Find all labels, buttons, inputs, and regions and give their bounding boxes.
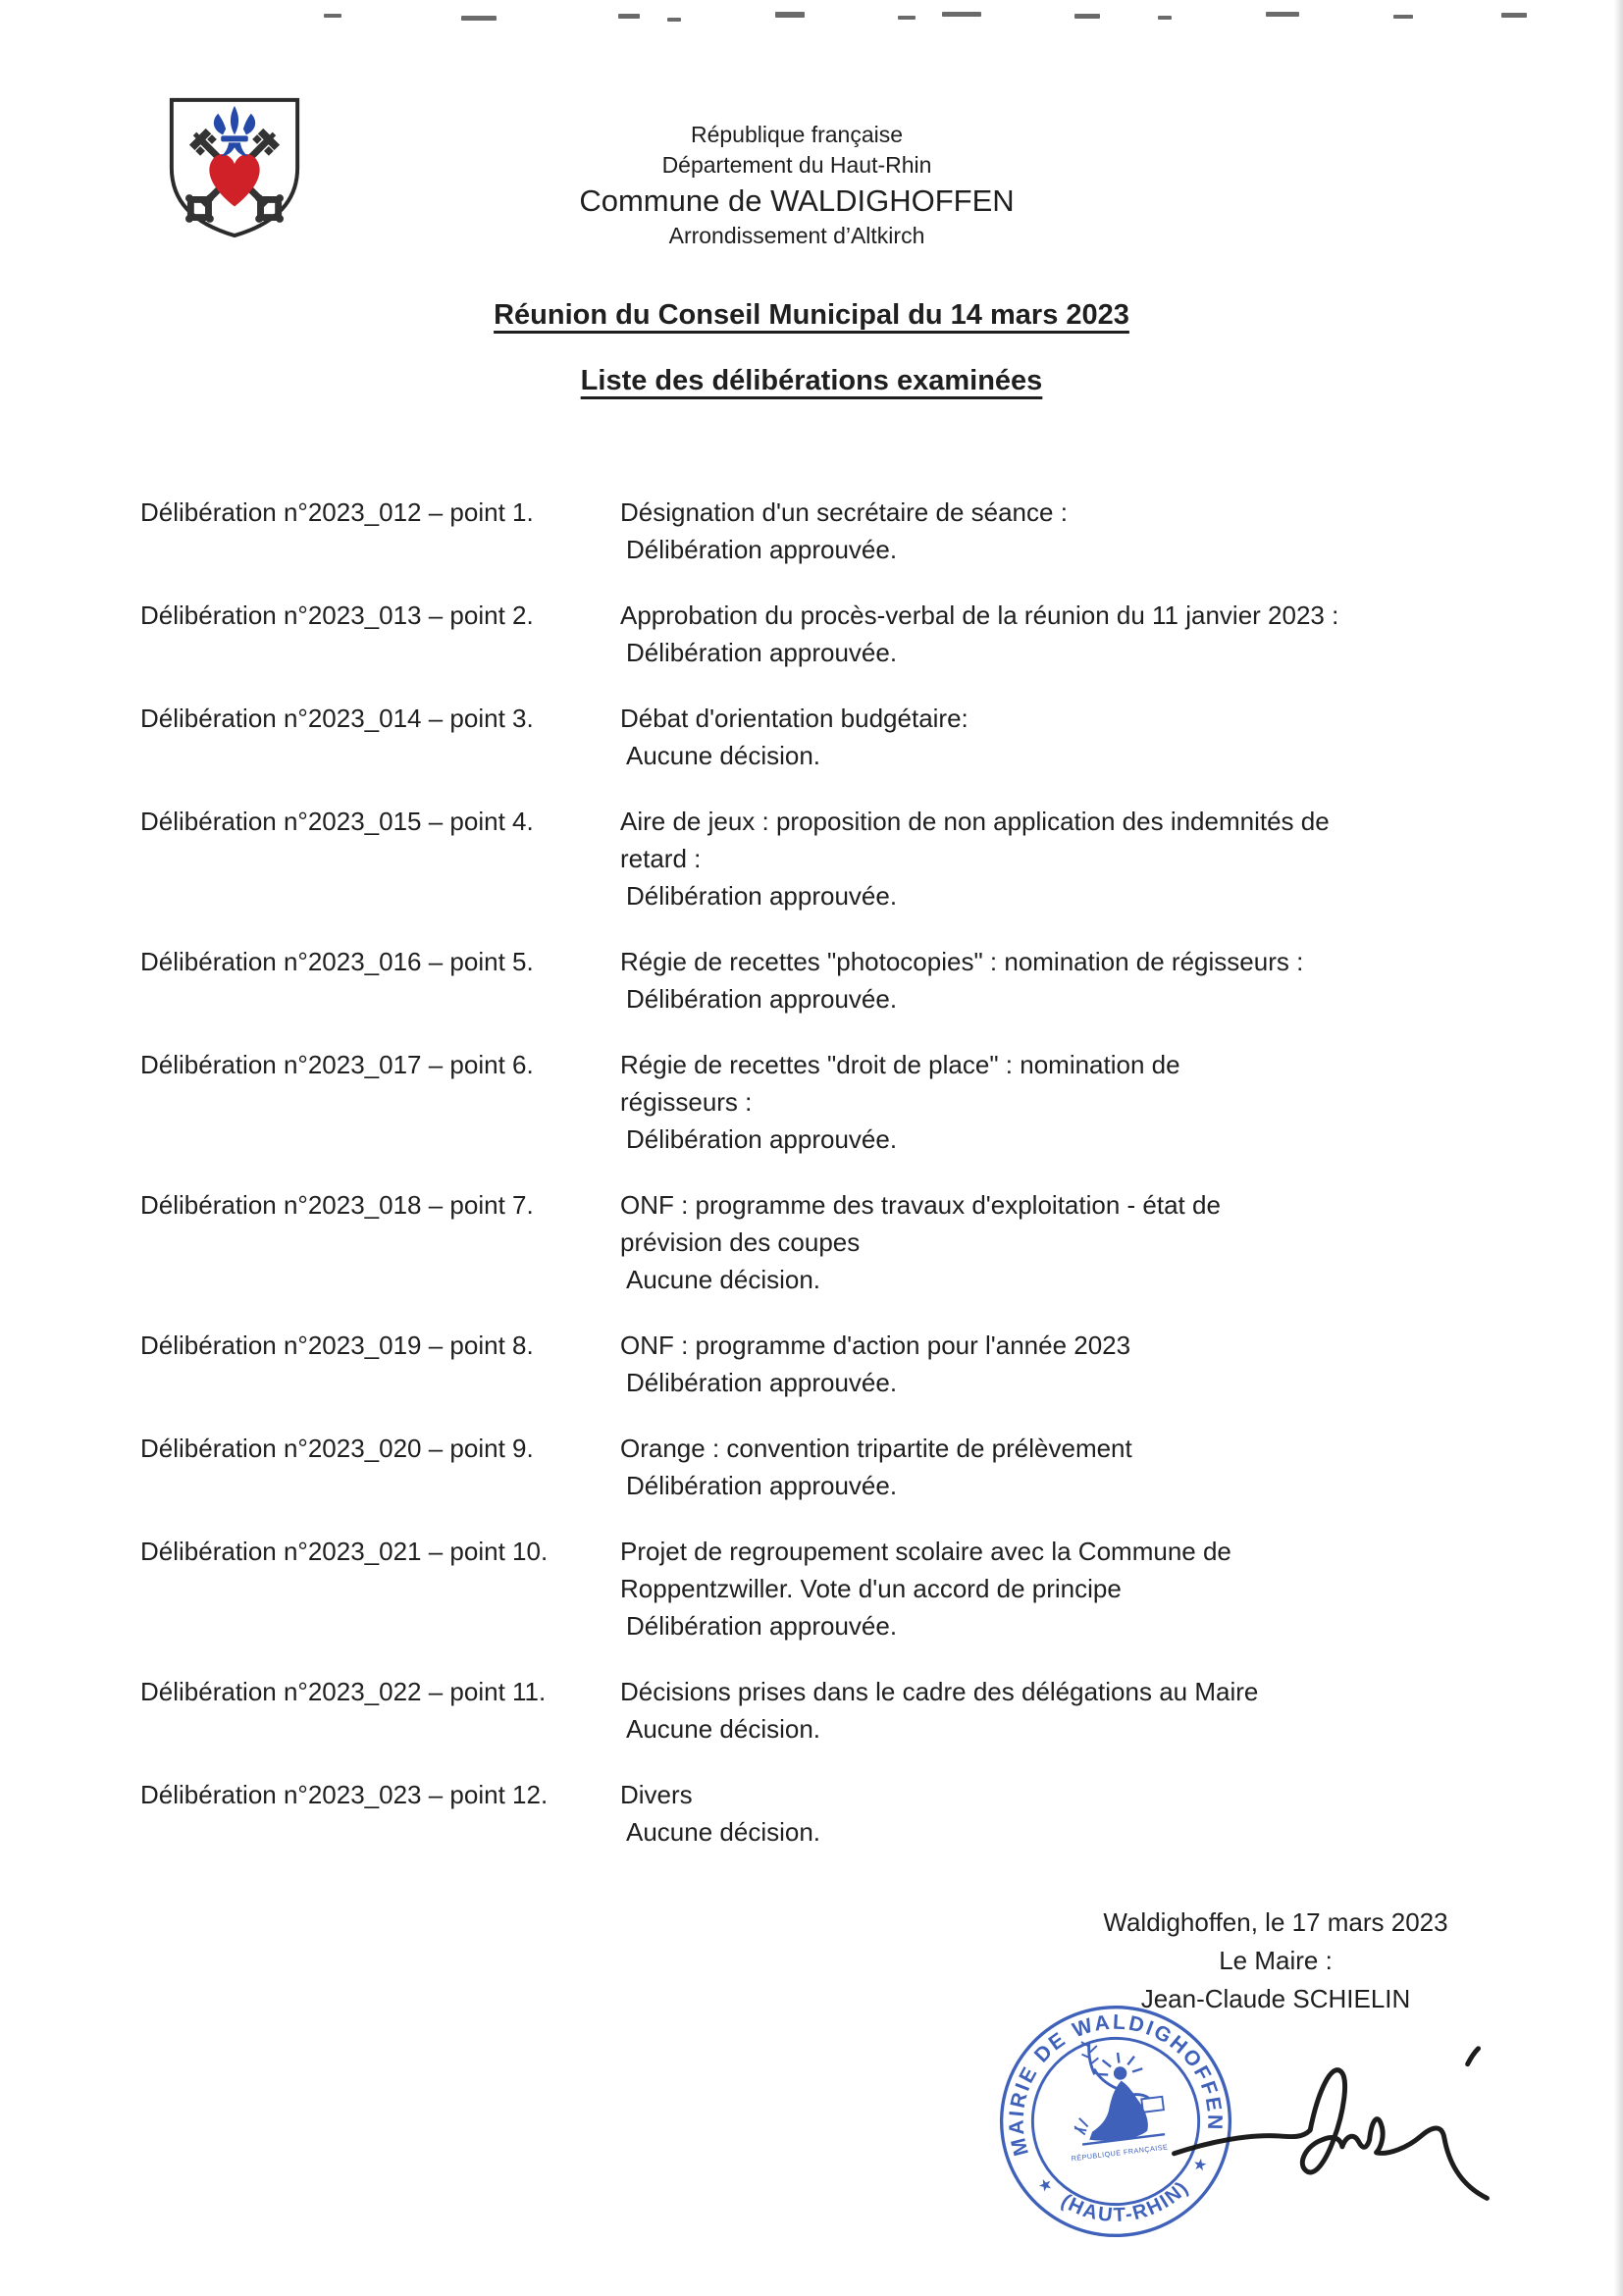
- deliberation-row: [140, 1776, 1534, 1851]
- mayor-signature: [1168, 2029, 1493, 2233]
- deliberation-body: [620, 494, 1534, 568]
- deliberation-decision: Délibération approuvée.: [626, 1368, 898, 1397]
- closing-signatory-name: Jean-Claude SCHIELIN: [1140, 1984, 1411, 2013]
- deliberation-label: Délibération n°2023_013 – point 2.: [140, 600, 534, 630]
- deliberation-subject-line: Projet de regroupement scolaire avec la Commune de: [620, 1537, 1231, 1566]
- deliberation-decision: Aucune décision.: [626, 1714, 821, 1744]
- document-subtitle: [0, 360, 1623, 401]
- letterhead-republique: République française: [690, 122, 904, 147]
- closing-signatory-role: Le Maire :: [1219, 1946, 1333, 1975]
- deliberation-label: Délibération n°2023_015 – point 4.: [140, 807, 534, 836]
- deliberation-subject-line: Régie de recettes "droit de place" : nomination de: [620, 1050, 1180, 1079]
- deliberation-decision: Aucune décision.: [626, 1265, 821, 1294]
- deliberation-label: Délibération n°2023_012 – point 1.: [140, 497, 534, 527]
- stamp-marianne-figure: [1065, 2033, 1167, 2146]
- deliberation-row: [140, 700, 1534, 774]
- letterhead-departement: Département du Haut-Rhin: [661, 152, 932, 178]
- deliberation-label: Délibération n°2023_017 – point 6.: [140, 1050, 534, 1079]
- scan-mark: [324, 14, 341, 18]
- document-title-text: Réunion du Conseil Municipal du 14 mars 2023: [494, 299, 1129, 331]
- deliberation-body: [620, 803, 1534, 914]
- deliberation-label: Délibération n°2023_023 – point 12.: [140, 1780, 549, 1809]
- letterhead-arrondissement: Arrondissement d’Altkirch: [668, 223, 925, 248]
- deliberation-body: [620, 1533, 1534, 1644]
- deliberation-row: [140, 1327, 1534, 1401]
- deliberations-list: [140, 494, 1534, 1879]
- deliberation-subject-line: ONF : programme des travaux d'exploitation - état de: [620, 1190, 1221, 1220]
- deliberation-row: [140, 803, 1534, 914]
- deliberation-row: [140, 943, 1534, 1018]
- deliberation-decision: Délibération approuvée.: [626, 1611, 898, 1641]
- deliberation-subject-line: Roppentzwiller. Vote d'un accord de principe: [620, 1574, 1122, 1603]
- deliberation-label: Délibération n°2023_019 – point 8.: [140, 1331, 534, 1360]
- scan-mark: [898, 16, 916, 20]
- deliberation-body: [620, 1186, 1534, 1298]
- deliberation-body: [620, 597, 1534, 671]
- deliberation-body: [620, 700, 1534, 774]
- deliberation-subject-line: Divers: [620, 1780, 693, 1809]
- deliberation-subject-line: Orange : convention tripartite de prélèvement: [620, 1434, 1132, 1463]
- closing-place-date: Waldighoffen, le 17 mars 2023: [1103, 1907, 1448, 1937]
- scan-page-edge-shadow: [1614, 0, 1623, 2296]
- stamp-top-text: MAIRIE DE WALDIGHOFFEN: [1005, 2010, 1227, 2159]
- deliberation-body: [620, 1327, 1534, 1401]
- deliberation-label: Délibération n°2023_016 – point 5.: [140, 947, 534, 976]
- letterhead: [0, 120, 1594, 251]
- deliberation-decision: Délibération approuvée.: [626, 535, 898, 564]
- stamp-center-text: RÉPUBLIQUE FRANÇAISE: [1071, 2142, 1169, 2164]
- deliberation-subject-line: régisseurs :: [620, 1087, 753, 1117]
- deliberation-subject-line: Décisions prises dans le cadre des délégations au Maire: [620, 1677, 1259, 1706]
- deliberation-decision: Délibération approuvée.: [626, 984, 898, 1014]
- deliberation-subject-line: Désignation d'un secrétaire de séance :: [620, 497, 1068, 527]
- deliberation-decision: Aucune décision.: [626, 1817, 821, 1847]
- deliberation-subject-line: retard :: [620, 844, 702, 873]
- deliberation-body: [620, 1673, 1534, 1748]
- deliberation-label: Délibération n°2023_020 – point 9.: [140, 1434, 534, 1463]
- scan-mark: [1158, 16, 1172, 20]
- deliberation-row: [140, 1046, 1534, 1158]
- scan-mark: [1501, 13, 1527, 18]
- deliberation-body: [620, 1776, 1534, 1851]
- deliberation-subject-line: prévision des coupes: [620, 1227, 861, 1257]
- deliberation-subject-line: Aire de jeux : proposition de non application des indemnités de: [620, 807, 1330, 836]
- deliberation-subject-line: Débat d'orientation budgétaire:: [620, 704, 969, 733]
- stamp-star-right-icon: ★: [1188, 2154, 1212, 2176]
- deliberation-row: [140, 1186, 1534, 1298]
- document-subtitle-text: Liste des délibérations examinées: [580, 365, 1043, 396]
- scan-mark: [942, 12, 981, 17]
- deliberation-subject-line: ONF : programme d'action pour l'année 2023: [620, 1331, 1131, 1360]
- deliberation-decision: Délibération approuvée.: [626, 638, 898, 667]
- deliberation-row: [140, 1430, 1534, 1504]
- deliberation-row: [140, 494, 1534, 568]
- deliberation-decision: Aucune décision.: [626, 741, 821, 770]
- deliberation-subject-line: Régie de recettes "photocopies" : nomination de régisseurs :: [620, 947, 1304, 976]
- deliberation-label: Délibération n°2023_022 – point 11.: [140, 1677, 547, 1706]
- deliberation-body: [620, 1046, 1534, 1158]
- stamp-star-left-icon: ★: [1033, 2173, 1057, 2197]
- stamp-bottom-text: (HAUT-RHIN): [1057, 2176, 1194, 2227]
- document-title: [0, 294, 1623, 336]
- deliberation-decision: Délibération approuvée.: [626, 881, 898, 911]
- deliberation-label: Délibération n°2023_014 – point 3.: [140, 704, 534, 733]
- deliberation-row: [140, 1533, 1534, 1644]
- letterhead-commune: Commune de WALDIGHOFFEN: [579, 183, 1015, 218]
- deliberation-row: [140, 597, 1534, 671]
- deliberation-label: Délibération n°2023_018 – point 7.: [140, 1190, 534, 1220]
- deliberation-body: [620, 1430, 1534, 1504]
- deliberation-decision: Délibération approuvée.: [626, 1124, 898, 1154]
- deliberation-label: Délibération n°2023_021 – point 10.: [140, 1537, 549, 1566]
- scan-mark: [1266, 12, 1299, 17]
- scan-mark: [667, 18, 681, 22]
- deliberation-body: [620, 943, 1534, 1018]
- deliberation-subject-line: Approbation du procès-verbal de la réunion du 11 janvier 2023 :: [620, 600, 1339, 630]
- scan-mark: [1393, 15, 1413, 19]
- deliberation-decision: Délibération approuvée.: [626, 1471, 898, 1500]
- scan-mark: [461, 16, 497, 21]
- deliberation-row: [140, 1673, 1534, 1748]
- scan-mark: [618, 14, 640, 19]
- scan-mark: [1074, 14, 1100, 19]
- scan-mark: [775, 12, 805, 18]
